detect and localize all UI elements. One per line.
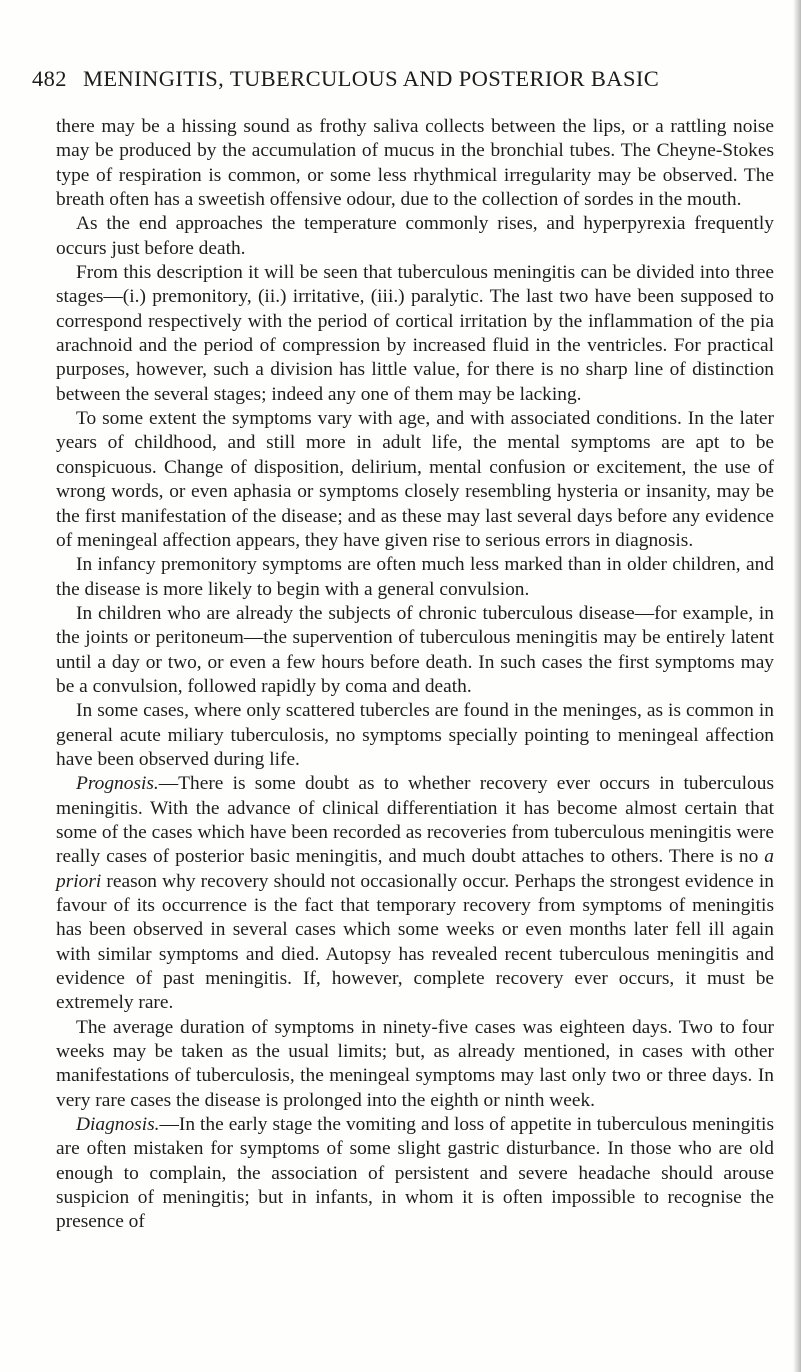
italic-term: a priori [56,846,774,892]
paragraph-diagnosis [56,1113,774,1235]
paragraph: there may be a hissing sound as frothy saliva collects between the lips, or a rattling noise may be produced by the accumulation of mucus in the bronchial tubes. The Cheyne-Stokes type of respiration is common, or some less rhythmical irregularity may be observed. The breath often has a sweetish offensive odour, due to the collection of sordes in the mouth. [56,116,774,211]
paragraph: In infancy premonitory symptoms are often much less marked than in older children, and the disease is more likely to begin with a general convulsion. [56,554,774,600]
paragraph-text: —There is some doubt as to whether recovery ever occurs in tuberculous meningitis. With the advance of clinical differentiation it has become almost certain that some of the cases which have been recorded as recoveries from tuberculous meningitis were really cases of posterior basic meningitis, and much doubt attaches to others. There is no [56,773,774,868]
body-text [56,115,774,1235]
page-number: 482 [32,66,67,91]
paragraph-text: reason why recovery should not occasionally occur. Perhaps the strongest evidence in favour of its occurrence is the fact that temporary recovery from symptoms of meningitis has been observed in several cases which some weeks or even months later fell ill again with similar symptoms and died. Autopsy has revealed recent tuberculous meningitis and evidence of past meningitis. If, however, complete recovery ever occurs, it must be extremely rare. [56,870,774,1014]
paragraph-text: —In the early stage the vomiting and loss of appetite in tuberculous meningitis are often mistaken for symptoms of some slight gastric disturbance. In those who are old enough to complain, the association of persistent and severe headache should arouse suspicion of meningitis; but in infants, in whom it is often impossible to recognise the presence of [56,1114,774,1233]
running-head [32,66,772,92]
section-heading-prognosis: Prognosis. [76,773,159,795]
paragraph: To some extent the symptoms vary with age, and with associated conditions. In the later years of childhood, and still more in adult life, the mental symptoms are apt to be conspicuous. Change of disposition, delirium, mental confusion or excitement, the use of wrong words, or even aphasia or symptoms closely resembling hysteria or insanity, may be the first manifestation of the disease; and as these may last several days before any evidence of meningeal affection appears, they have given rise to serious errors in diagnosis. [56,408,774,551]
section-heading-diagnosis: Diagnosis. [76,1114,160,1136]
paragraph-prognosis [56,772,774,1015]
paragraph: In children who are already the subjects of chronic tuberculous disease—for example, in the joints or peritoneum—the supervention of tuberculous meningitis may be entirely latent until a day or two, or even a few hours before death. In such cases the first symptoms may be a convulsion, followed rapidly by coma and death. [56,602,774,697]
page-edge-shadow [793,0,801,1372]
running-title: MENINGITIS, TUBERCULOUS AND POSTERIOR BASIC [82,66,660,91]
paragraph: In some cases, where only scattered tubercles are found in the meninges, as is common in general acute miliary tuberculosis, no symptoms specially pointing to meningeal affection have been observed during life. [56,700,774,770]
paragraph: From this description it will be seen that tuberculous meningitis can be divided into three stages—(i.) premonitory, (ii.) irritative, (iii.) paralytic. The last two have been supposed to correspond respectively with the period of cortical irritation by the inflammation of the pia arachnoid and the period of compression by increased fluid in the ventricles. For practical purposes, however, such a division has little value, for there is no sharp line of distinction between the several stages; indeed any one of them may be lacking. [56,262,774,405]
paragraph: As the end approaches the temperature commonly rises, and hyperpyrexia frequently occurs just before death. [56,213,774,259]
paragraph: The average duration of symptoms in ninety-five cases was eighteen days. Two to four weeks may be taken as the usual limits; but, as already mentioned, in cases with other manifestations of tuberculosis, the meningeal symptoms may last only two or three days. In very rare cases the disease is prolonged into the eighth or ninth week. [56,1016,774,1111]
